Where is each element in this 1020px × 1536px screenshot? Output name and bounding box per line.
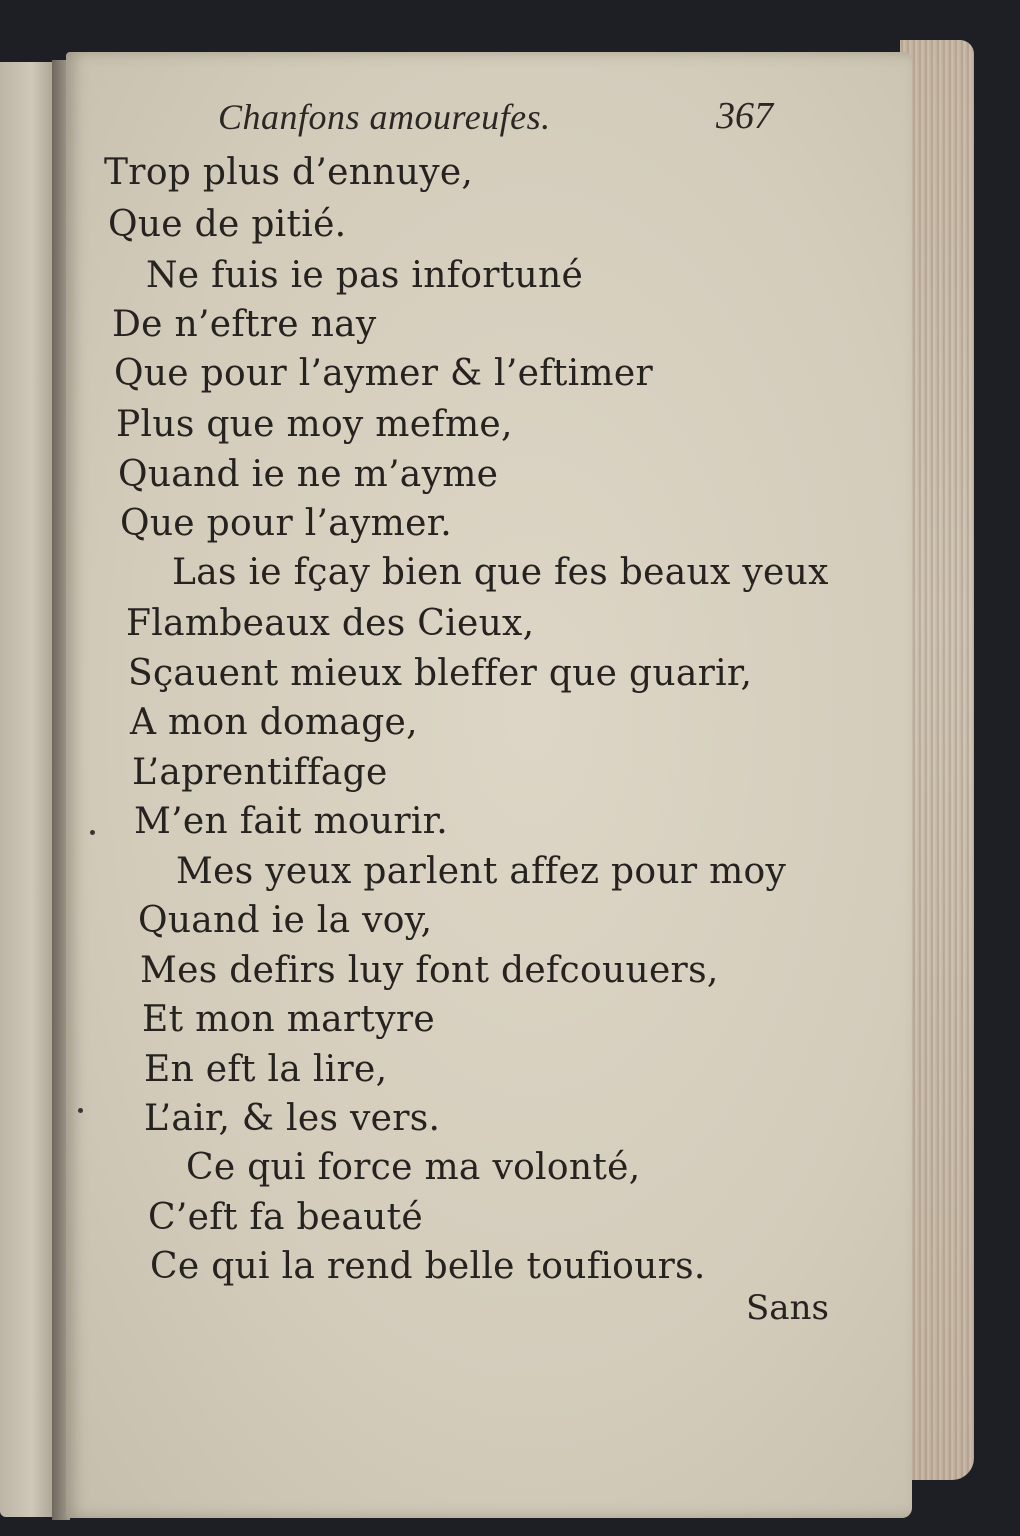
- verse-line: Que pour l’aymer.: [120, 503, 453, 544]
- verse-line: De n’eftre nay: [112, 304, 377, 345]
- verse-line: Et mon martyre: [142, 999, 435, 1040]
- verse-line: Ce qui force ma volonté,: [186, 1147, 641, 1188]
- verse-line: Las ie fçay bien que fes beaux yeux: [172, 552, 829, 593]
- margin-mark: [90, 830, 95, 835]
- verse-line: Sçauent mieux bleffer que guarir,: [128, 653, 753, 694]
- verse-line: C’eft fa beauté: [148, 1197, 424, 1238]
- verse-line: Que pour l’aymer & l’eftimer: [114, 353, 653, 394]
- verse-line: Plus que moy mefme,: [116, 404, 513, 445]
- verse-line: Mes defirs luy font defcouuers,: [140, 950, 719, 991]
- verse-line: Ce qui la rend belle toufiours.: [150, 1246, 706, 1287]
- verse-line: Quand ie la voy,: [138, 900, 433, 941]
- verse-line: Quand ie ne m’ayme: [118, 454, 499, 495]
- catchword: Sans: [746, 1288, 829, 1328]
- verse-line: A mon domage,: [130, 702, 418, 743]
- verse-line: Que de pitié.: [108, 204, 347, 245]
- verse-line: L’air, & les vers.: [144, 1098, 441, 1139]
- verse-line: Ne fuis ie pas infortuné: [146, 255, 584, 296]
- margin-mark: [78, 1108, 83, 1113]
- verse-line: En eft la lire,: [144, 1049, 388, 1090]
- verse-line: Flambeaux des Cieux,: [126, 603, 535, 644]
- verse-line: Trop plus d’ennuye,: [104, 152, 474, 193]
- facing-page-edge: [0, 62, 58, 1517]
- verse-line: Mes yeux parlent affez pour moy: [176, 851, 787, 892]
- running-title: Chanfons amoureufes.: [218, 97, 551, 137]
- page-number: 367: [716, 95, 773, 137]
- verse-line: M’en fait mourir.: [134, 801, 448, 842]
- verse-line: L’aprentiffage: [132, 752, 388, 793]
